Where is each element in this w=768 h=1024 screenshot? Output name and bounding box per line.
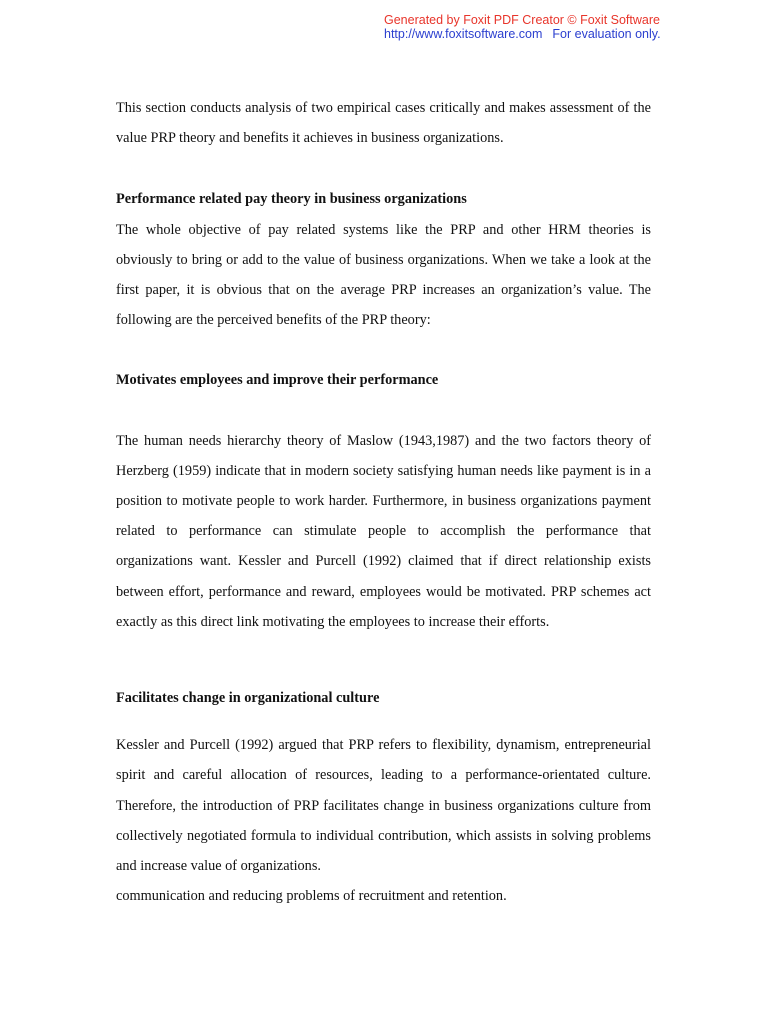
foxit-watermark — [384, 13, 684, 41]
section-body-prp-theory: The whole objective of pay related systems like the PRP and other HRM theories is obviously to bring or add to the value of business organizations. When we take a look at the first paper, it is obvious that on the average PRP increases an organization’s value. The following are the perceived benefits of the PRP theory: — [116, 221, 651, 329]
section-heading-organizational-culture: Facilitates change in organizational culture — [116, 690, 380, 707]
watermark-url-line — [384, 27, 684, 41]
section-heading-prp-theory: Performance related pay theory in business organizations — [116, 191, 467, 208]
watermark-generator-text: Generated by Foxit PDF Creator © Foxit Software — [384, 13, 660, 27]
document-page — [116, 93, 651, 911]
section-trailing-line: communication and reducing problems of recruitment and retention. — [116, 888, 507, 905]
intro-paragraph: This section conducts analysis of two empirical cases critically and makes assessment of the value PRP theory and benefits it achieves in business organizations. — [116, 100, 651, 147]
section-heading-motivates-employees: Motivates employees and improve their performance — [116, 372, 439, 389]
watermark-evaluation-note: For evaluation only. — [552, 27, 661, 41]
watermark-url: http://www.foxitsoftware.com — [384, 27, 543, 41]
section-body-organizational-culture: Kessler and Purcell (1992) argued that PRP refers to flexibility, dynamism, entrepreneurial spirit and careful allocation of resources, leading to a performance-orientated culture. Therefore, the introduction of PRP facilitates change in business organizations culture from collectively negotiated formula to individual contribution, which assists in solving problems and increase value of organizations. — [116, 737, 651, 875]
section-body-motivates-employees: The human needs hierarchy theory of Maslow (1943,1987) and the two factors theory of Herzberg (1959) indicate that in modern society satisfying human needs like payment is in a position to motivate people to work harder. Furthermore, in business organizations payment related to performance can stimulate people to accomplish the performance that organizations want. Kessler and Purcell (1992) claimed that if direct relationship exists between effort, performance and reward, employees would be motivated. PRP schemes act exactly as this direct link motivating the employees to increase their efforts. — [116, 432, 651, 630]
